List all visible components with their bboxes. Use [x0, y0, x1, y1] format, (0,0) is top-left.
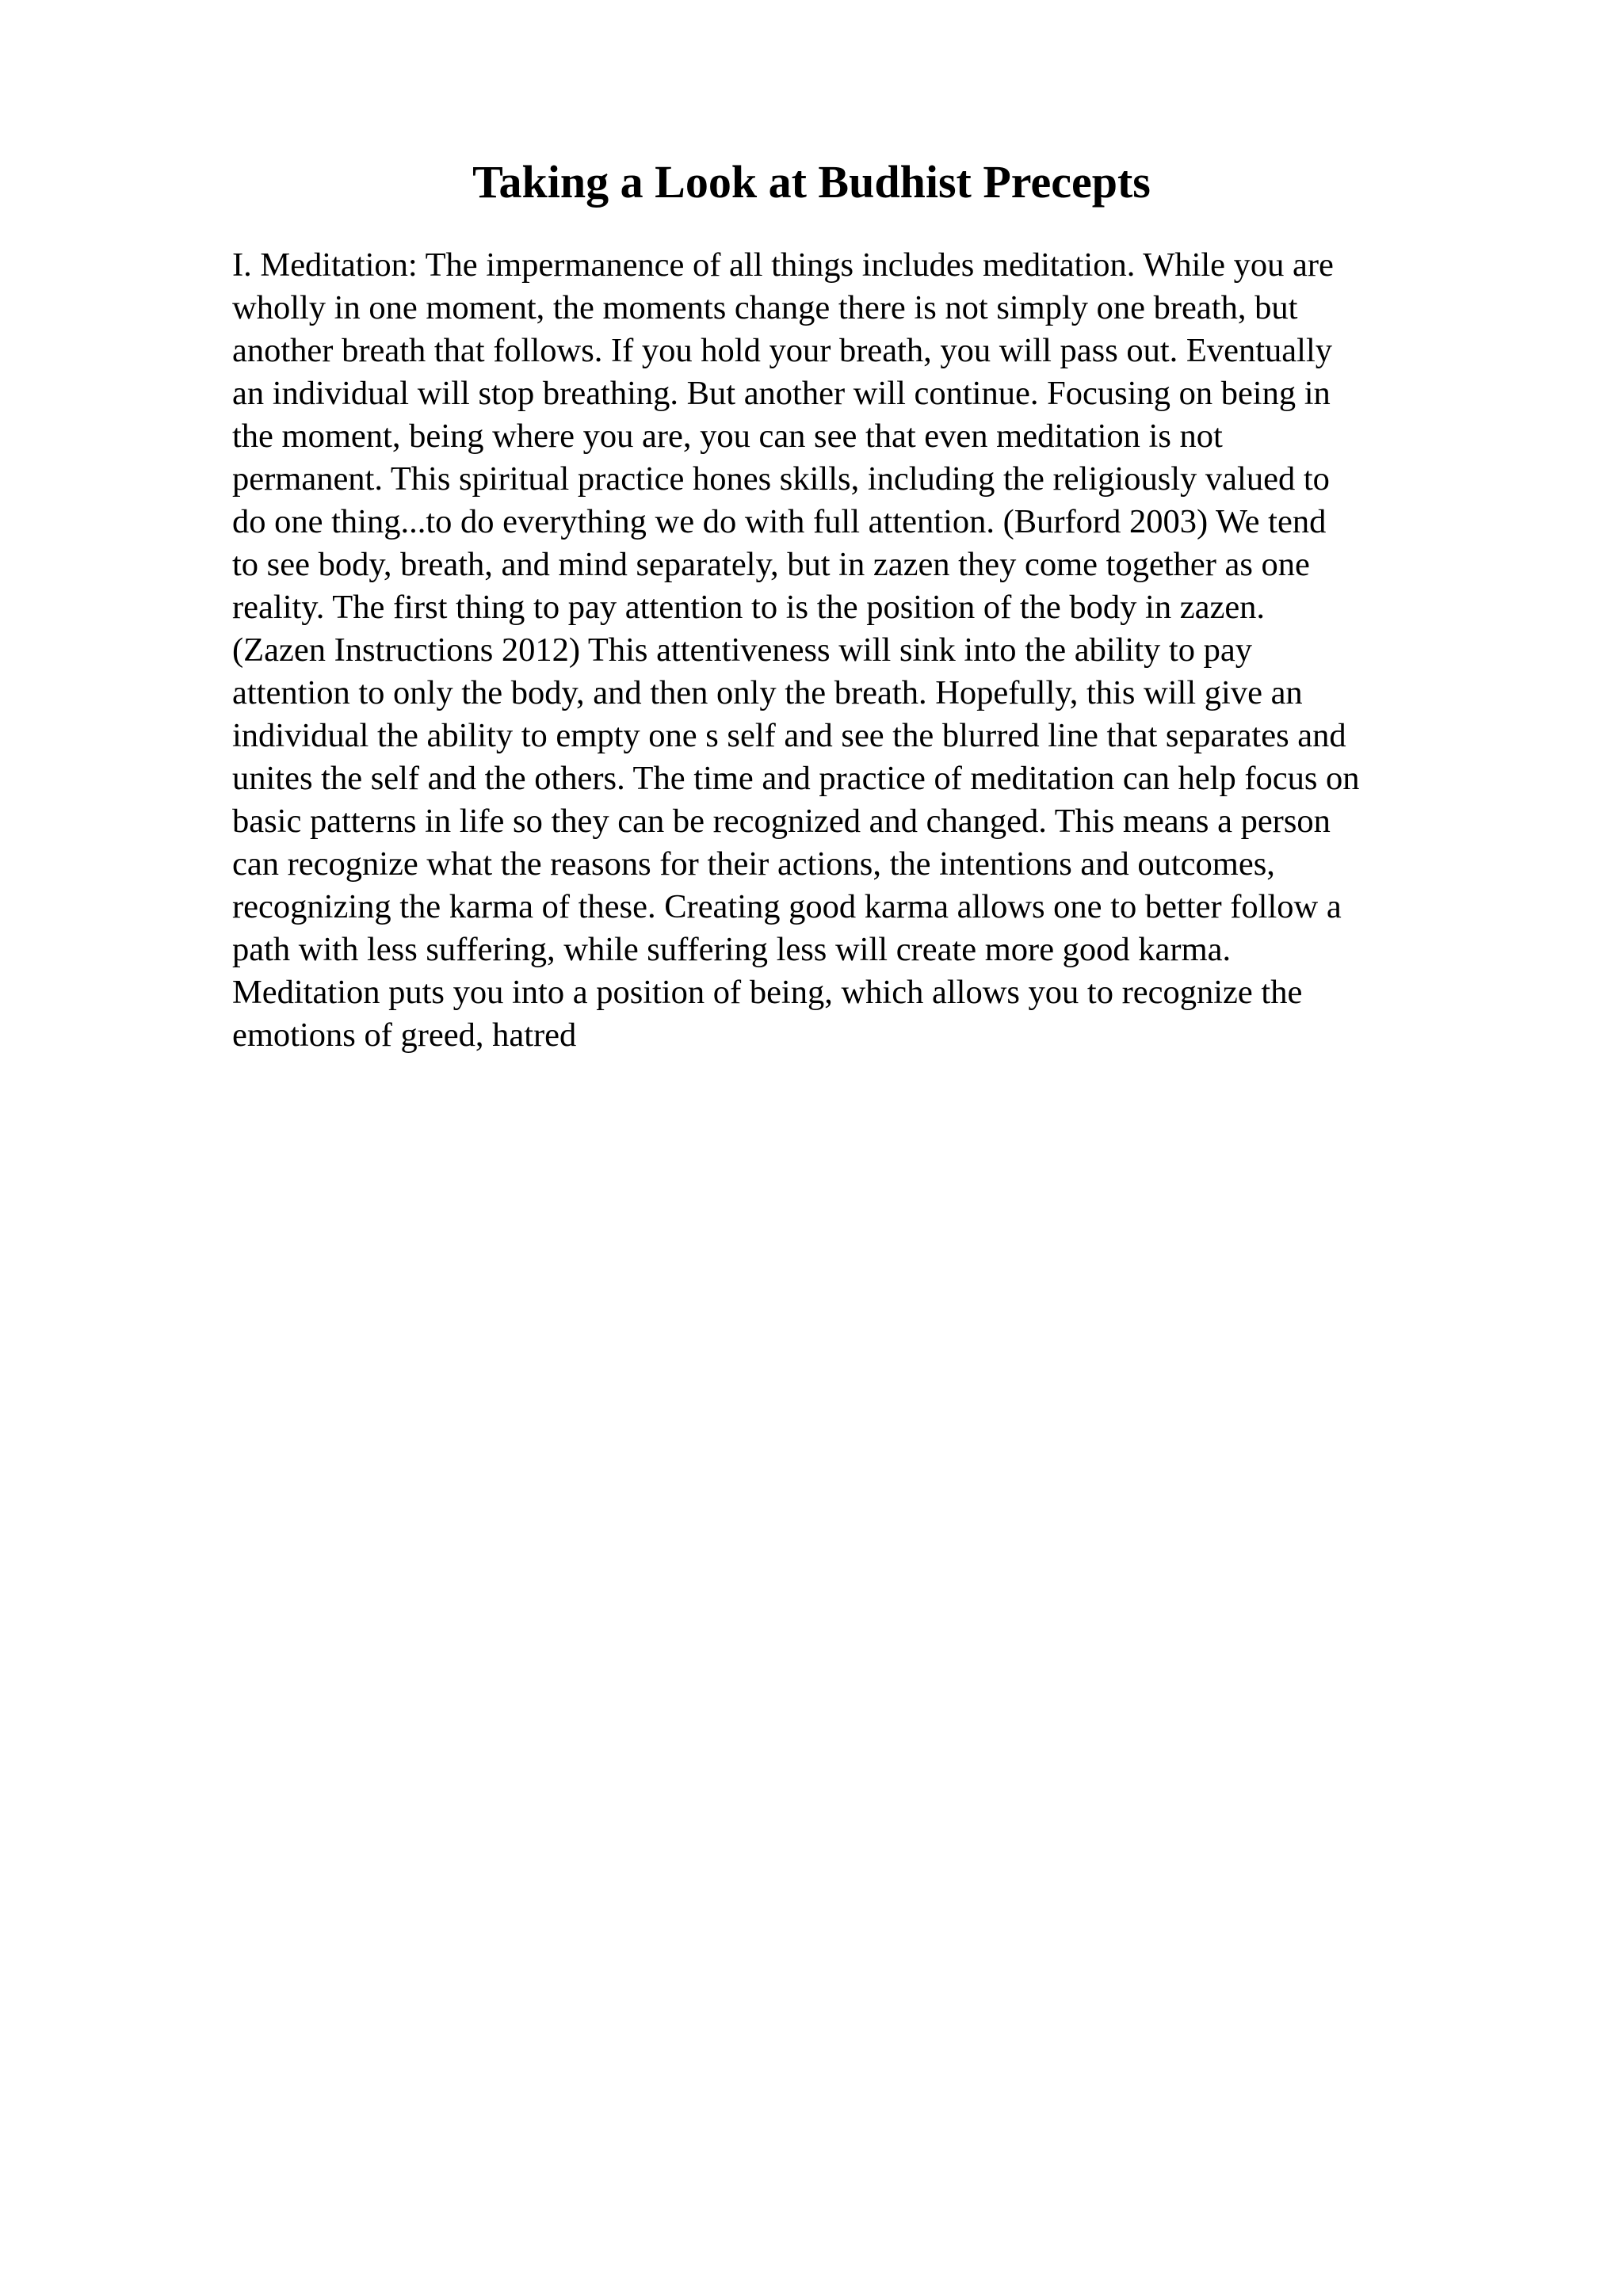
paragraph-line: emotions of greed, hatred — [232, 1016, 577, 1054]
paragraph-line: I. Meditation: The impermanence of all things includes meditation. While you are — [232, 246, 1334, 284]
paragraph-line: recognizing the karma of these. Creating good karma allows one to better follow a — [232, 888, 1342, 925]
paragraph-line: reality. The first thing to pay attention to is the position of the body in zazen. — [232, 589, 1266, 626]
paragraph-line: wholly in one moment, the moments change there is not simply one breath, but — [232, 289, 1298, 326]
paragraph-line: individual the ability to empty one s self and see the blurred line that separates and — [232, 717, 1346, 754]
paragraph-line: unites the self and the others. The time and practice of meditation can help focus on — [232, 760, 1360, 797]
paragraph-line: do one thing...to do everything we do with full attention. (Burford 2003) We tend — [232, 503, 1327, 540]
paragraph-line: (Zazen Instructions 2012) This attentiveness will sink into the ability to pay — [232, 631, 1252, 669]
paragraph-line: attention to only the body, and then only the breath. Hopefully, this will give an — [232, 674, 1303, 711]
paragraph-line: an individual will stop breathing. But another will continue. Focusing on being in — [232, 375, 1331, 412]
document-title: Taking a Look at Budhist Precepts — [472, 156, 1151, 208]
paragraph-line: the moment, being where you are, you can see that even meditation is not — [232, 418, 1223, 455]
paragraph-line: Meditation puts you into a position of being, which allows you to recognize the — [232, 974, 1303, 1011]
paragraph-line: can recognize what the reasons for their actions, the intentions and outcomes, — [232, 845, 1275, 883]
paragraph-line: another breath that follows. If you hold your breath, you will pass out. Eventually — [232, 332, 1333, 369]
paragraph-line: permanent. This spiritual practice hones skills, including the religiously valued to — [232, 460, 1330, 498]
paragraph-line: to see body, breath, and mind separately, but in zazen they come together as one — [232, 546, 1310, 583]
paragraph-line: basic patterns in life so they can be recognized and changed. This means a person — [232, 803, 1331, 840]
body-paragraph — [232, 244, 1500, 1057]
paragraph-line: path with less suffering, while suffering less will create more good karma. — [232, 931, 1232, 968]
